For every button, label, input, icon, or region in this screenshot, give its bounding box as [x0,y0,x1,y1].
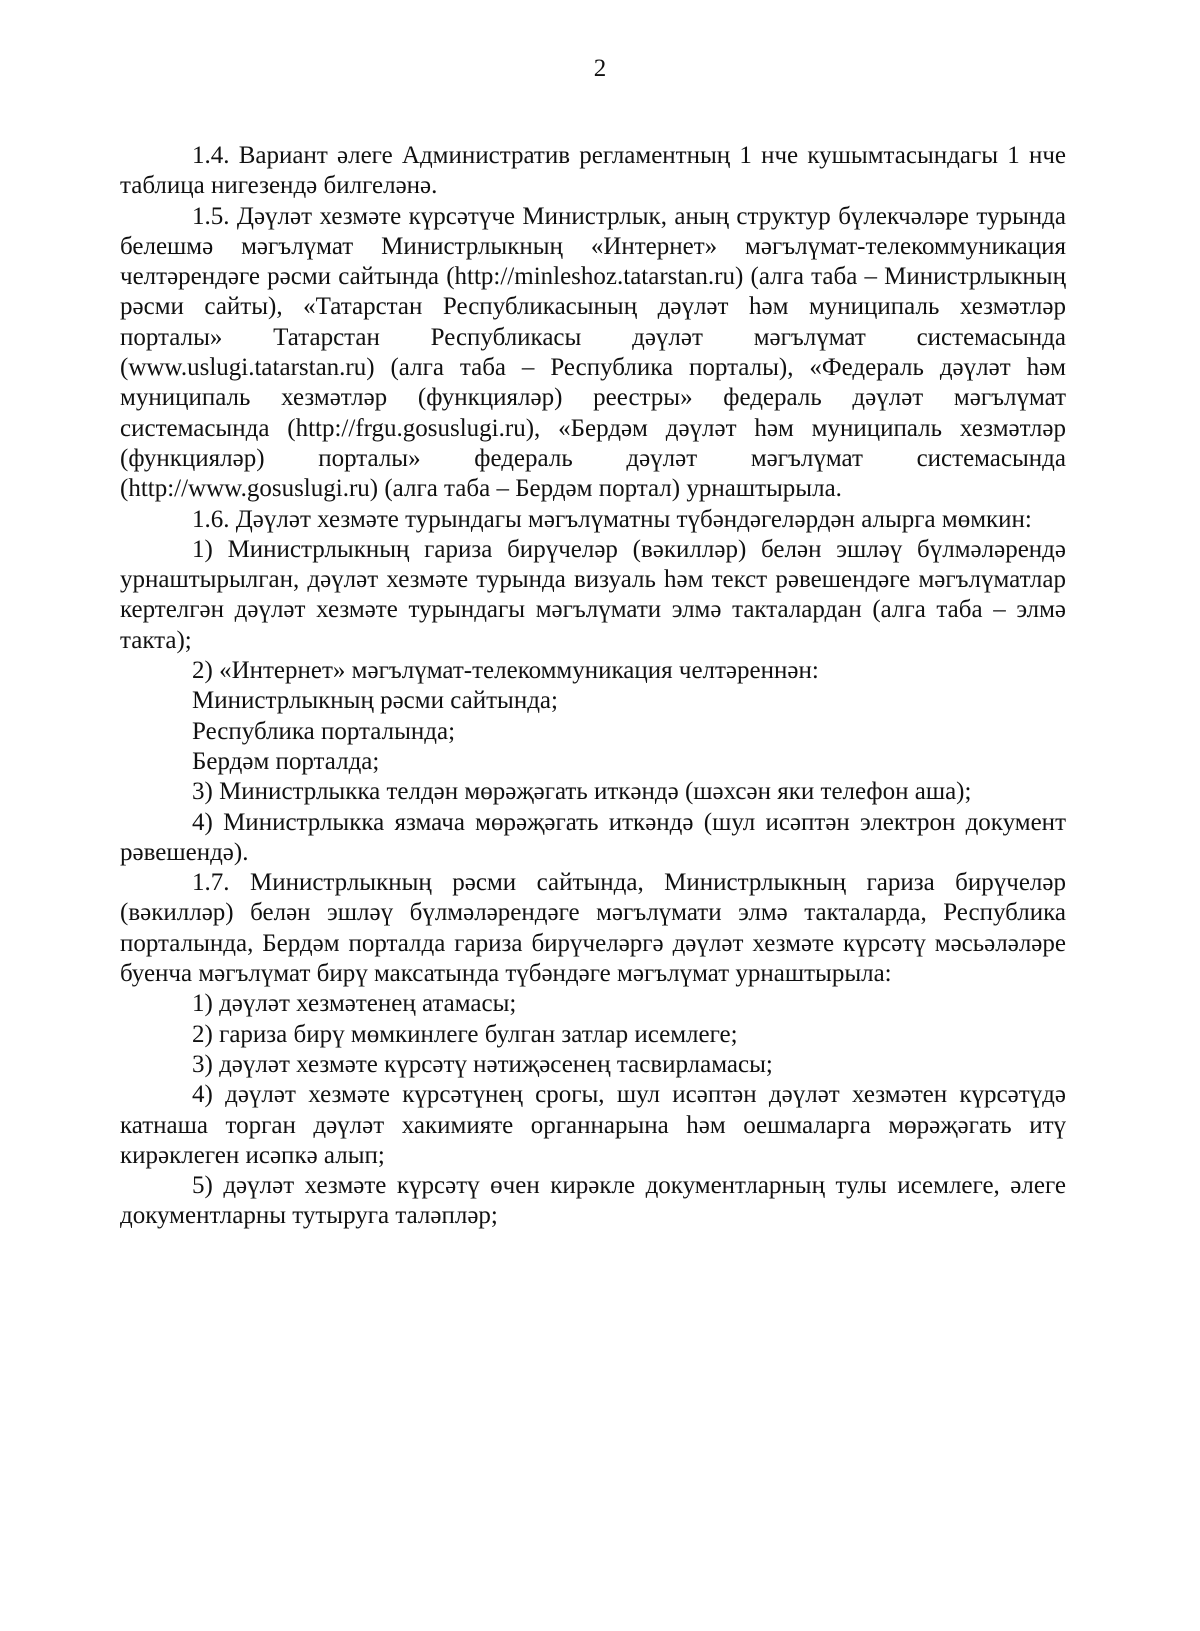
list-item-1-7-3: 3) дәүләт хезмәте күрсәтү нәтиҗәсенең тасвирламасы; [192,1050,773,1078]
list-item-1-6-1: 1) Министрлыкның гариза бирүчеләр (вәкилләр) белән эшләү бүлмәләрендә урнаштырылган, дәүләт хезмәте турында визуаль һәм текст рәвешендәге мәгълүматлар кертелгән дәүләт хезмәте турындагы мәгълүмати элмә такталардан (алга таба – элмә такта); [120,535,1066,654]
paragraph-1-7: 1.7. Министрлыкның рәсми сайтында, Министрлыкның гариза бирүчеләр (вәкилләр) белән эшләү бүлмәләрендәге мәгълүмати элмә такталарда, Республика порталында, Бердәм порталда гариза бирүчеләргә дәүләт хезмәте күрсәтү мәсьәләләре буенча мәгълүмат бирү максатында түбәндәге мәгълүмат урнаштырыла: [120,869,1066,988]
list-subitem-republic-portal: Республика порталында; [192,717,456,745]
paragraph-1-6: 1.6. Дәүләт хезмәте турындагы мәгълүматны түбәндәгеләрдән алырга мөмкин: [192,505,1032,533]
list-item-1-6-3: 3) Министрлыкка телдән мөрәҗәгать иткәндә (шәхсән яки телефон аша); [192,778,972,806]
list-subitem-ministry-site: Министрлыкның рәсми сайтында; [192,687,558,715]
page-number: 2 [593,55,607,82]
list-item-1-6-4: 4) Министрлыкка язмача мөрәҗәгать иткәндә (шул исәптән электрон документ рәвешендә). [120,808,1066,866]
paragraph-1-5: 1.5. Дәүләт хезмәте күрсәтүче Министрлык, аның структур бүлекчәләре турында белешмә мәгълүмат Министрлыкның «Интернет» мәгълүмат-телекоммуникация челтәрендәге рәсми сайтында (http://minleshoz.tatarstan.ru) (алга таба – Министрлыкның рәсми сайты), «Татарстан Республикасының дәүләт һәм муниципаль хезмәтләр порталы» Татарстан Республикасы дәүләт мәгълүмат системасында (www.uslugi.tatarstan.ru) (алга таба – Республика порталы), «Федераль дәүләт һәм муниципаль хезмәтләр (функцияләр) реестры» федераль дәүләт мәгълүмат системасында (http://frgu.gosuslugi.ru), «Бердәм дәүләт һәм муниципаль хезмәтләр (функцияләр) порталы» федераль дәүләт мәгълүмат системасында (http://www.gosuslugi.ru) (алга таба – Бердәм портал) урнаштырыла. [120,202,1066,503]
paragraph-1-4: 1.4. Вариант әлеге Административ регламентның 1 нче кушымтасындагы 1 нче таблица нигезендә билгеләнә. [120,142,1066,200]
list-item-1-7-1: 1) дәүләт хезмәтенең атамасы; [192,990,517,1018]
list-item-1-7-5: 5) дәүләт хезмәте күрсәтү өчен кирәкле документларның тулы исемлеге, әлеге документларны тутыруга таләпләр; [120,1172,1066,1230]
list-item-1-7-2: 2) гариза бирү мөмкинлеге булган затлар исемлеге; [192,1020,738,1048]
list-item-1-6-2: 2) «Интернет» мәгълүмат-телекоммуникация челтәреннән: [192,657,819,685]
document-body [120,141,1066,1232]
list-item-1-7-4: 4) дәүләт хезмәте күрсәтүнең срогы, шул исәптән дәүләт хезмәтен күрсәтүдә катнаша торган дәүләт хакимияте органнарына һәм оешмаларга мөрәҗәгать итү кирәклеген исәпкә алып; [120,1081,1066,1169]
list-subitem-unified-portal: Бердәм порталда; [192,747,380,775]
